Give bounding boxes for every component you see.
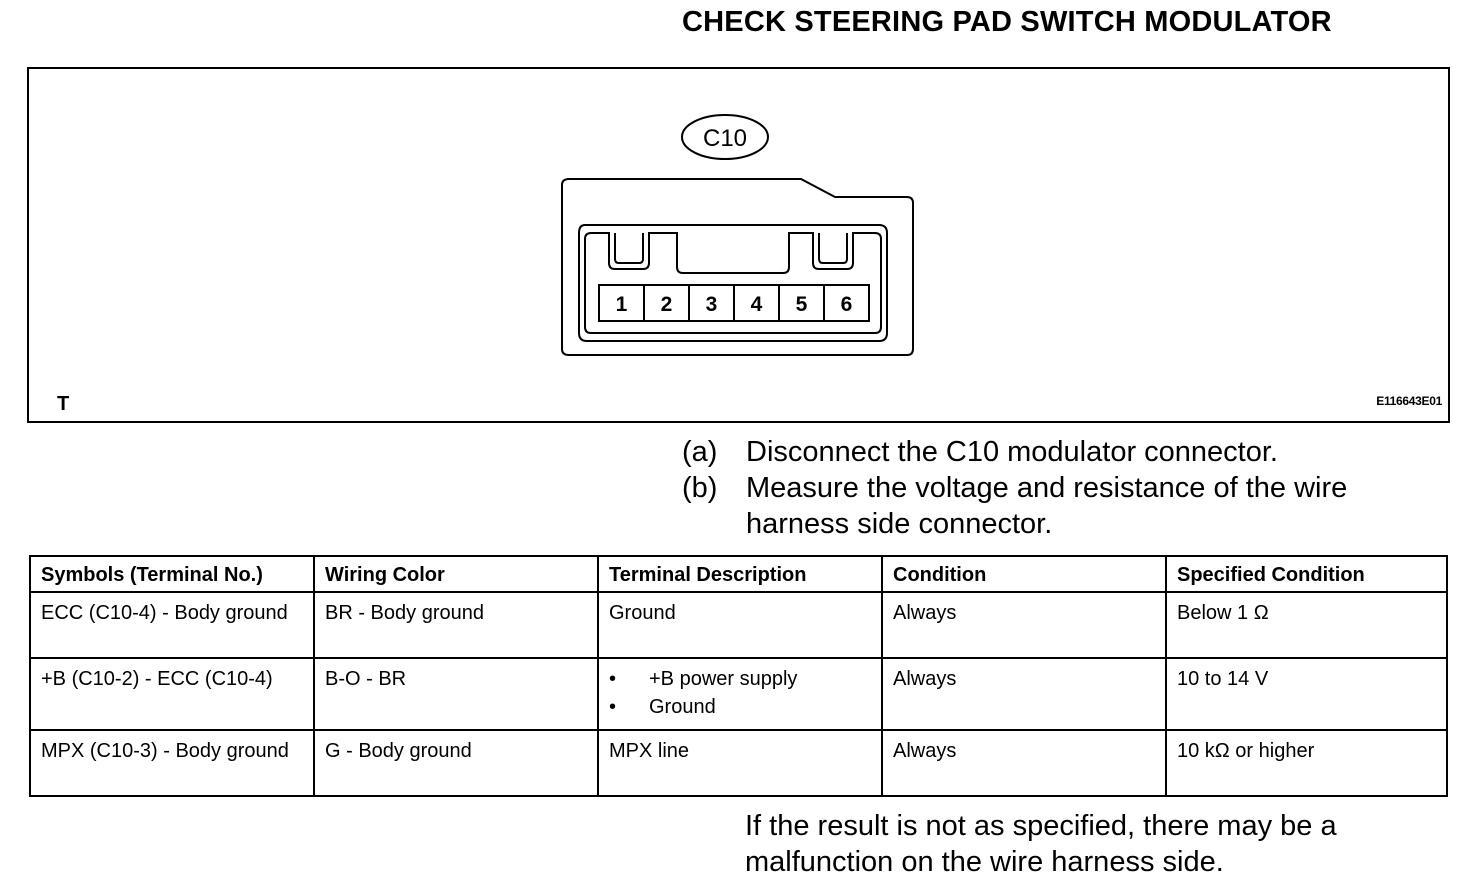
table-row: [30, 592, 1447, 658]
table-row: [30, 730, 1447, 796]
step-text: Measure the voltage and resistance of the wire harness side connector.: [746, 472, 1348, 540]
connector-housing: [562, 179, 913, 355]
header-symbols: Symbols (Terminal No.): [30, 556, 314, 592]
connector-label: C10: [702, 125, 748, 152]
cell-wiring-color: B-O - BR: [314, 658, 598, 730]
bullet-icon: •: [609, 668, 617, 690]
cell-specified-condition: Below 1 Ω: [1166, 592, 1447, 658]
cell-symbols: ECC (C10-4) - Body ground: [30, 592, 314, 658]
bullet-text: Ground: [649, 696, 716, 718]
bullet-text: +B power supply: [649, 668, 798, 690]
terminal-number: 6: [840, 293, 853, 316]
step-text: Disconnect the C10 modulator connector.: [746, 436, 1278, 468]
terminal-number: 1: [615, 293, 628, 316]
bullet-icon: •: [609, 696, 617, 718]
specification-table: [29, 555, 1448, 797]
header-wiring-color: Wiring Color: [314, 556, 598, 592]
cell-specified-condition: 10 to 14 V: [1166, 658, 1447, 730]
header-terminal-description: Terminal Description: [598, 556, 882, 592]
step-mark: (a): [682, 436, 718, 468]
figure-corner-mark: T: [57, 393, 70, 415]
procedure-steps: [682, 434, 1386, 542]
table-row: [30, 658, 1447, 730]
cell-symbols: MPX (C10-3) - Body ground: [30, 730, 314, 796]
page-title: CHECK STEERING PAD SWITCH MODULATOR: [682, 6, 1332, 38]
bullet-item: [609, 693, 871, 721]
result-note: If the result is not as specified, there may be a malfunction on the wire harness side.: [745, 810, 1337, 878]
header-condition: Condition: [882, 556, 1166, 592]
bullet-item: [609, 665, 871, 693]
cell-terminal-description: MPX line: [598, 730, 882, 796]
step-b: [682, 470, 1386, 542]
terminal-row: [599, 285, 869, 321]
cell-condition: Always: [882, 658, 1166, 730]
cell-wiring-color: G - Body ground: [314, 730, 598, 796]
cell-terminal-description: Ground: [598, 592, 882, 658]
step-mark: (b): [682, 472, 718, 504]
figure-code: E116643E01: [1376, 394, 1442, 408]
cell-specified-condition: 10 kΩ or higher: [1166, 730, 1447, 796]
table-header-row: [30, 556, 1447, 592]
connector-key-left: [615, 233, 643, 263]
cell-symbols: +B (C10-2) - ECC (C10-4): [30, 658, 314, 730]
connector-cavity-outer: [579, 225, 887, 341]
cell-wiring-color: BR - Body ground: [314, 592, 598, 658]
terminal-number: 3: [705, 293, 718, 316]
terminal-number: 4: [750, 293, 763, 316]
connector-figure: [27, 67, 1450, 423]
connector-key-right: [819, 233, 847, 263]
terminal-number: 5: [795, 293, 808, 316]
header-specified-condition: Specified Condition: [1166, 556, 1447, 592]
cell-condition: Always: [882, 592, 1166, 658]
cell-condition: Always: [882, 730, 1166, 796]
connector-diagram: [29, 69, 1448, 421]
step-a: [682, 434, 1386, 470]
cell-terminal-description: [598, 658, 882, 730]
terminal-number: 2: [660, 293, 673, 316]
